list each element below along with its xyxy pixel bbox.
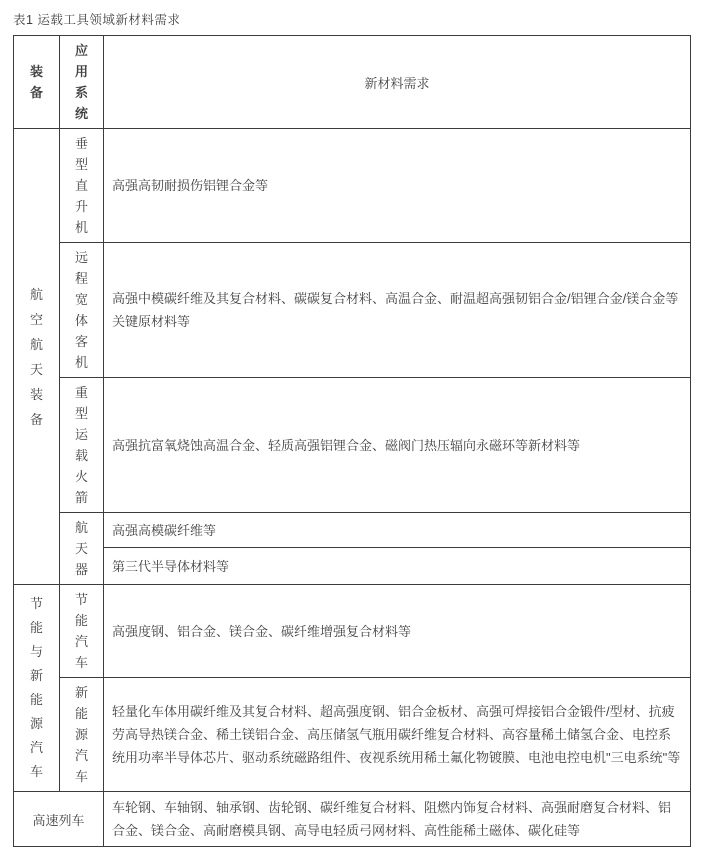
materials-table [13, 35, 691, 847]
system-ecocar-label: 节能汽车 [74, 592, 88, 670]
section-nev-cell [14, 585, 60, 792]
system-spacecraft-label: 航天器 [74, 520, 88, 577]
table-caption: 表1 运载工具领域新材料需求 [13, 13, 181, 27]
section-nev-label: 节能与新能源汽车 [29, 596, 43, 779]
system-newenergy-cell [60, 678, 104, 792]
table-row [14, 129, 691, 243]
section-aerospace-cell [14, 129, 60, 585]
need-rocket: 高强抗富氧烧蚀高温合金、轻质高强铝锂合金、磁阀门热压辐向永磁环等新材料等 [104, 378, 691, 513]
header-equipment-label: 装备 [29, 64, 43, 100]
table-row [14, 513, 691, 548]
system-rocket-cell [60, 378, 104, 513]
need-helicopter: 高强高韧耐损伤铝锂合金等 [104, 129, 691, 243]
need-train: 车轮钢、车轴钢、轴承钢、齿轮钢、碳纤维复合材料、阻燃内饰复合材料、高强耐磨复合材料、铝合金、镁合金、高耐磨模具钢、高导电轻质弓网材料、高性能稀土磁体、碳化硅等 [104, 792, 691, 847]
table-row [14, 585, 691, 678]
system-newenergy-label: 新能源汽车 [74, 685, 88, 784]
system-ecocar-cell [60, 585, 104, 678]
need-spacecraft-1: 高强高模碳纤维等 [104, 513, 691, 548]
system-rocket-label: 重型运载火箭 [74, 385, 88, 505]
table-row [14, 792, 691, 847]
table-row [14, 378, 691, 513]
system-widebody-cell [60, 243, 104, 378]
section-train-cell: 高速列车 [14, 792, 104, 847]
system-widebody-label: 远程宽体客机 [74, 250, 88, 370]
table-header-row [14, 36, 691, 129]
system-helicopter-label: 垂型直升机 [74, 136, 88, 235]
table-row [14, 548, 691, 585]
header-system [60, 36, 104, 129]
need-spacecraft-2: 第三代半导体材料等 [104, 548, 691, 585]
header-system-label: 应用系统 [74, 43, 88, 121]
system-helicopter-cell [60, 129, 104, 243]
need-ecocar: 高强度钢、铝合金、镁合金、碳纤维增强复合材料等 [104, 585, 691, 678]
section-aerospace-label: 航空航天装备 [29, 286, 43, 427]
table-row [14, 243, 691, 378]
header-need: 新材料需求 [104, 36, 691, 129]
need-newenergy: 轻量化车体用碳纤维及其复合材料、超高强度钢、铝合金板材、高强可焊接铝合金锻件/型材、抗疲劳高导热镁合金、稀土镁铝合金、高压储氢气瓶用碳纤维复合材料、高容量稀土储氢合金、电控系统用功率半导体芯片、驱动系统磁路组件、夜视系统用稀土氟化物镀膜、电池电控电机"三电系统"等 [104, 678, 691, 792]
table-row [14, 678, 691, 792]
header-equipment [14, 36, 60, 129]
need-widebody: 高强中模碳纤维及其复合材料、碳碳复合材料、高温合金、耐温超高强韧铝合金/铝锂合金/镁合金等关键原材料等 [104, 243, 691, 378]
system-spacecraft-cell [60, 513, 104, 585]
